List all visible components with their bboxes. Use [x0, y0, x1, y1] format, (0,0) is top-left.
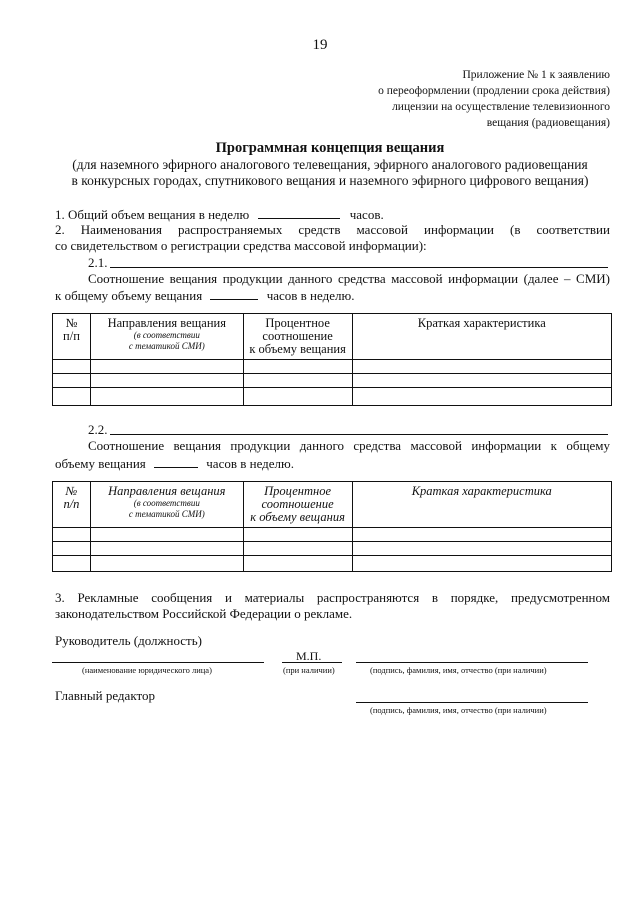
header-description-label: Краткая характеристика — [411, 484, 552, 498]
ratio-word: вещания — [173, 438, 222, 453]
stamp-place: М.П. — [296, 649, 322, 663]
table-row — [53, 388, 612, 406]
item-2-line1 — [55, 222, 610, 238]
item-2-word: массовой — [356, 222, 408, 237]
section-2-2-ratio-line1 — [88, 438, 610, 454]
header-direction-note2: с тематикой СМИ) — [128, 341, 205, 351]
table-cell[interactable] — [53, 374, 91, 388]
ratio-word: Соотношение — [88, 271, 165, 286]
ratio-word: средства — [337, 271, 386, 286]
item-3-word: Рекламные — [77, 590, 139, 605]
item-2-word: информации — [424, 222, 494, 237]
section-2-2-name-line — [110, 434, 608, 435]
item-2-word: распространяемых — [178, 222, 283, 237]
ratio-word: (далее — [523, 271, 559, 286]
appendix-line: лицензии на осуществление телевизионного — [392, 101, 610, 113]
ratio-prefix: объему вещания — [55, 456, 146, 471]
broadcast-table-2 — [52, 481, 612, 572]
ratio-word: продукции — [230, 438, 291, 453]
header-number-line1: № — [65, 484, 78, 498]
caption-if-any: (при наличии) — [283, 665, 335, 675]
item-2-line2: со свидетельством о регистрации средства массовой информации): — [55, 238, 427, 253]
table-cell[interactable] — [53, 528, 91, 542]
subtitle-line: (для наземного эфирного аналогового телевещания, эфирного аналогового радиовещания — [72, 157, 588, 172]
header-number-line2: п/п — [63, 329, 80, 343]
table-cell[interactable] — [352, 374, 611, 388]
header-percent-line1: Процентное — [265, 316, 330, 330]
table-cell[interactable] — [53, 542, 91, 556]
header-description-label: Краткая характеристика — [417, 316, 546, 330]
ratio-word: СМИ) — [576, 271, 610, 286]
item-2-word: соответствии — [536, 222, 610, 237]
document-title: Программная концепция вещания — [215, 140, 445, 156]
header-percent — [243, 314, 352, 360]
table-cell[interactable] — [90, 542, 243, 556]
section-2-1-ratio-line2 — [55, 287, 354, 304]
page-number: 19 — [312, 37, 328, 53]
header-direction — [90, 482, 243, 528]
table-cell[interactable] — [243, 528, 352, 542]
ratio-word: продукции — [222, 271, 283, 286]
editor-label: Главный редактор — [55, 688, 155, 703]
header-percent-line2: соотношение — [262, 329, 333, 343]
table-cell[interactable] — [90, 388, 243, 406]
item-3-line1 — [55, 590, 610, 606]
ratio-hours-blank — [154, 455, 198, 468]
header-direction-label: Направления вещания — [107, 316, 226, 330]
head-position-label: Руководитель (должность) — [55, 633, 202, 648]
table-row — [53, 360, 612, 374]
item-3-word: предусмотренном — [510, 590, 610, 605]
table-cell[interactable] — [352, 556, 611, 572]
ratio-word: Соотношение — [88, 438, 165, 453]
ratio-word: общему — [566, 438, 610, 453]
item-2-word: 2. — [55, 222, 65, 237]
table-cell[interactable] — [243, 360, 352, 374]
header-description — [352, 482, 611, 528]
table-cell[interactable] — [53, 388, 91, 406]
ratio-word: к — [550, 438, 557, 453]
item-3-word: в — [431, 590, 439, 605]
table-row — [53, 556, 612, 572]
editor-signature-line — [356, 702, 588, 703]
item-3-word: сообщения — [151, 590, 213, 605]
item-3-word: распространяются — [316, 590, 420, 605]
table-cell[interactable] — [243, 388, 352, 406]
header-direction-note1: (в соответствии — [133, 498, 200, 508]
ratio-word: – — [564, 271, 571, 286]
table-row — [53, 528, 612, 542]
hours-blank — [258, 206, 340, 219]
item-3-word: 3. — [55, 590, 65, 605]
header-number — [53, 314, 91, 360]
caption-signature-editor: (подпись, фамилия, имя, отчество (при наличии) — [370, 705, 547, 715]
ratio-suffix: часов в неделю. — [266, 288, 355, 303]
ratio-suffix: часов в неделю. — [206, 456, 295, 471]
item-3-word: материалы — [244, 590, 305, 605]
item-1-text: 1. Общий объем вещания в неделю — [55, 207, 250, 222]
table-cell[interactable] — [352, 360, 611, 374]
item-3-word: и — [224, 590, 232, 605]
subtitle-line: в конкурсных городах, спутникового вещания и наземного эфирного цифрового вещания) — [71, 173, 589, 188]
appendix-line: о переоформлении (продлении срока действия) — [378, 85, 610, 97]
header-direction-label: Направления вещания — [108, 484, 226, 498]
ratio-word: информации — [448, 271, 519, 286]
caption-entity: (наименование юридического лица) — [82, 665, 212, 675]
table-cell[interactable] — [53, 360, 91, 374]
ratio-word: данного — [299, 438, 344, 453]
header-percent-line1: Процентное — [264, 484, 332, 498]
item-2-word: (в — [509, 222, 521, 237]
table-cell[interactable] — [243, 374, 352, 388]
table-row — [53, 542, 612, 556]
ratio-word: данного — [288, 271, 333, 286]
table-cell[interactable] — [243, 542, 352, 556]
header-percent-line3: к объему вещания — [249, 342, 346, 356]
ratio-word: информации — [471, 438, 542, 453]
item-2-word: Наименования — [80, 222, 162, 237]
appendix-line: вещания (радиовещания) — [486, 117, 610, 129]
table-row — [53, 374, 612, 388]
item-3-line2: законодательством Российской Федерации о рекламе. — [55, 606, 353, 621]
stamp-line — [282, 662, 342, 663]
table-cell[interactable] — [352, 542, 611, 556]
item-1 — [55, 206, 384, 223]
table-cell[interactable] — [90, 374, 243, 388]
table-cell[interactable] — [90, 556, 243, 572]
item-2-word: средств — [298, 222, 341, 237]
header-percent — [243, 482, 352, 528]
table-cell[interactable] — [352, 388, 611, 406]
header-direction-note1: (в соответствии — [133, 330, 200, 340]
ratio-prefix: к общему объему вещания — [55, 288, 203, 303]
appendix-note — [378, 67, 610, 131]
table-cell[interactable] — [352, 528, 611, 542]
ratio-word: средства — [353, 438, 402, 453]
item-3-word: порядке, — [450, 590, 499, 605]
broadcast-table-1 — [52, 313, 612, 406]
header-direction-note2: с тематикой СМИ) — [128, 509, 205, 519]
header-direction — [90, 314, 243, 360]
signature-line — [356, 662, 588, 663]
header-description — [352, 314, 611, 360]
section-2-1-number: 2.1. — [88, 255, 108, 270]
section-2-1-name-line — [110, 267, 608, 268]
ratio-word: массовой — [391, 271, 443, 286]
header-number-line1: № — [65, 316, 78, 330]
table-header-row — [53, 482, 612, 528]
document-subtitle — [0, 157, 640, 189]
table-cell[interactable] — [53, 556, 91, 572]
section-2-1-ratio-line1 — [88, 271, 610, 287]
table-header-row — [53, 314, 612, 360]
appendix-line: Приложение № 1 к заявлению — [462, 69, 610, 81]
ratio-word: вещания — [169, 271, 218, 286]
entity-line — [52, 662, 264, 663]
ratio-hours-blank — [210, 287, 258, 300]
header-number — [53, 482, 91, 528]
section-2-2-ratio-line2 — [55, 455, 294, 472]
ratio-word: массовой — [410, 438, 462, 453]
item-1-unit: часов. — [349, 207, 384, 222]
table-cell[interactable] — [90, 360, 243, 374]
header-number-line2: п/п — [63, 497, 80, 511]
table-cell[interactable] — [243, 556, 352, 572]
header-percent-line2: соотношение — [261, 497, 334, 511]
section-2-2-number: 2.2. — [88, 422, 108, 437]
header-percent-line3: к объему вещания — [250, 510, 345, 524]
table-cell[interactable] — [90, 528, 243, 542]
caption-signature: (подпись, фамилия, имя, отчество (при наличии) — [370, 665, 547, 675]
